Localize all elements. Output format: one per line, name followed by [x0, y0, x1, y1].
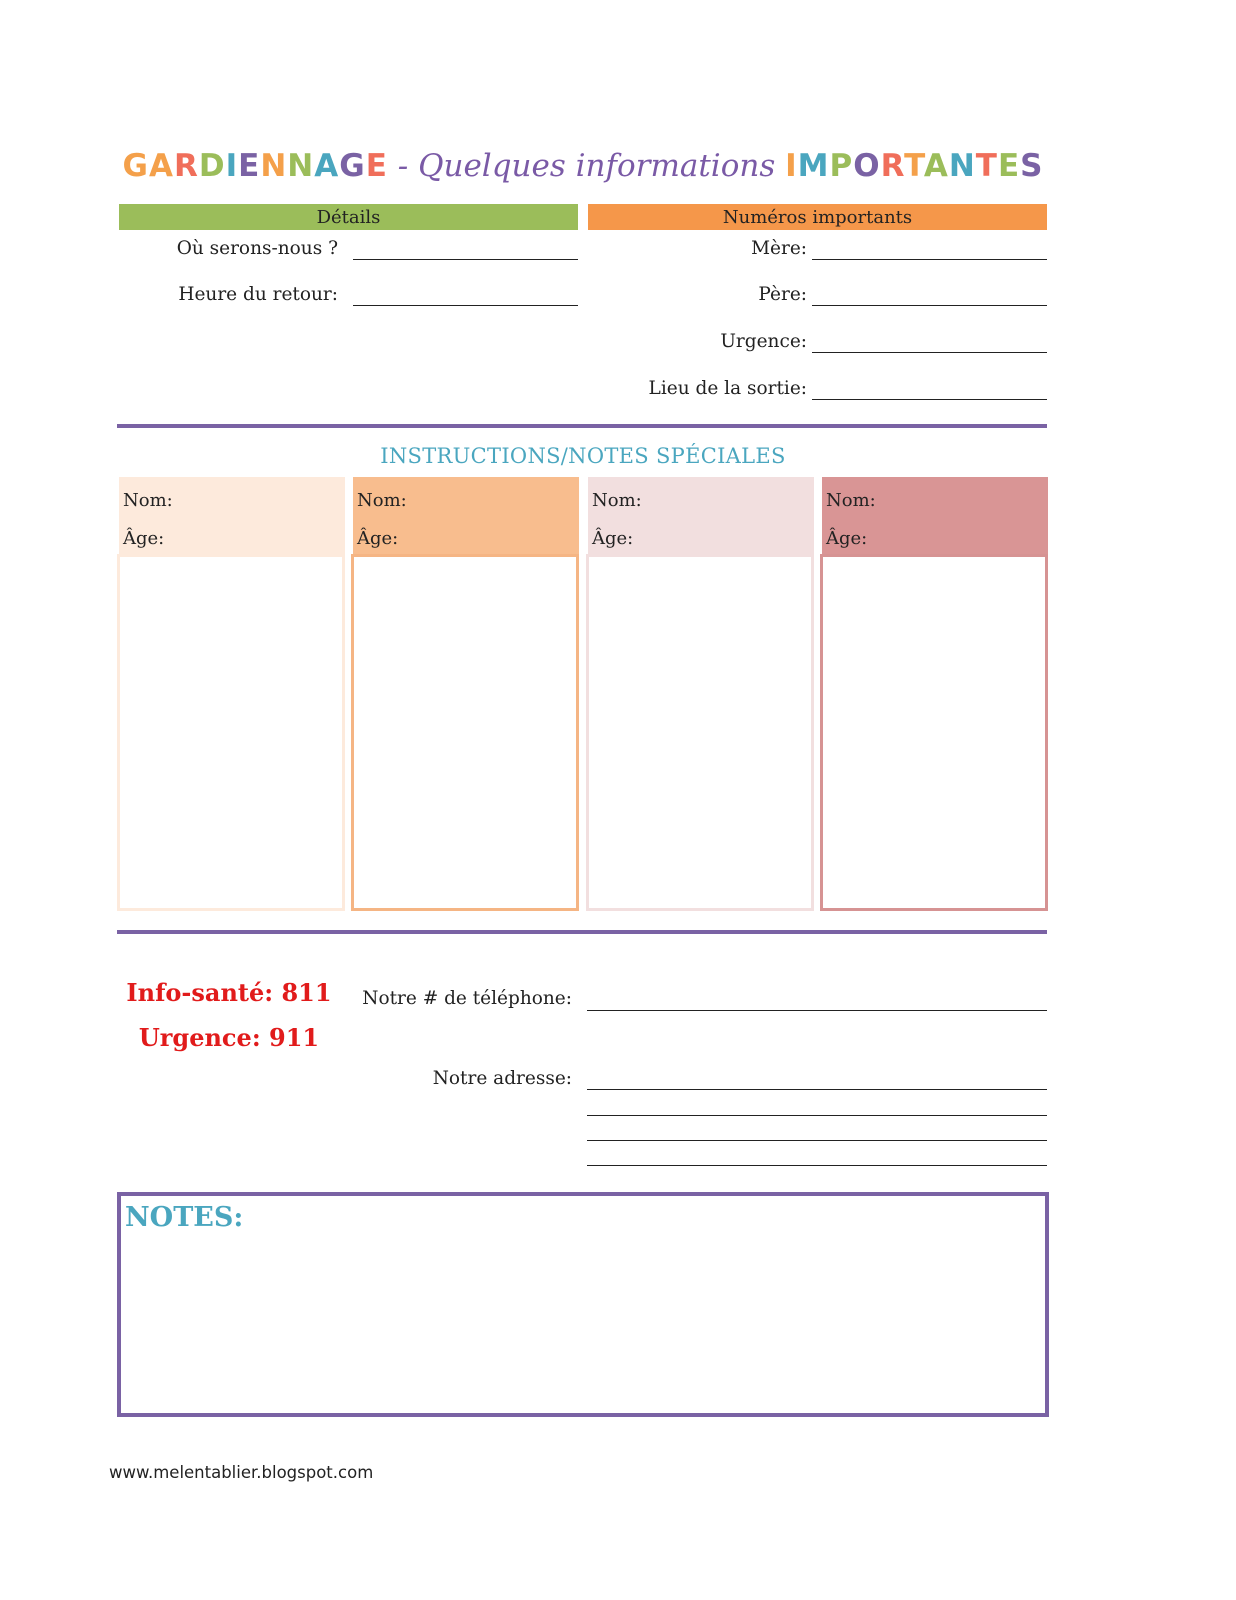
nom-label: Nom: [357, 490, 407, 511]
emergency-label: Urgence: [720, 331, 807, 352]
age-label: Âge: [826, 528, 868, 549]
title-letter: A [148, 148, 174, 184]
title-letter: E [238, 148, 261, 184]
title-letter: D [198, 148, 226, 184]
mother-label: Mère: [751, 238, 807, 259]
age-label: Âge: [357, 528, 399, 549]
address-label: Notre adresse: [432, 1068, 572, 1089]
address-line[interactable] [587, 1140, 1047, 1141]
child-card-header [588, 477, 814, 555]
numeros-header: Numéros importants [588, 204, 1047, 230]
notes-label: NOTES: [125, 1202, 244, 1233]
child-card-header [822, 477, 1048, 555]
return-time-field[interactable] [353, 305, 578, 306]
phone-field[interactable] [587, 1010, 1047, 1011]
title-letter: T [975, 148, 998, 184]
where-label: Où serons-nous ? [176, 238, 338, 259]
title-letter: A [923, 148, 949, 184]
nom-label: Nom: [592, 490, 642, 511]
title-letter: P [829, 148, 854, 184]
title-letter: E [365, 148, 388, 184]
title-letter: M [797, 148, 830, 184]
address-line[interactable] [587, 1115, 1047, 1116]
where-field[interactable] [353, 259, 578, 260]
title-script-text: Quelques informations [418, 148, 776, 184]
emergency-field[interactable] [812, 352, 1047, 353]
title-letter: S [1020, 148, 1044, 184]
child-card-header [353, 477, 579, 555]
footer-url: www.melentablier.blogspot.com [109, 1463, 374, 1482]
title-letter: I [225, 148, 239, 184]
details-header: Détails [119, 204, 578, 230]
title-letter: T [904, 148, 924, 184]
nom-label: Nom: [826, 490, 876, 511]
outing-place-label: Lieu de la sortie: [648, 378, 807, 399]
title-letter: G [122, 148, 149, 184]
title-letter: A [314, 148, 340, 184]
title-dash: - [387, 148, 419, 184]
child-notes-box[interactable] [351, 554, 579, 911]
title-letter: O [853, 148, 881, 184]
section-divider [117, 424, 1047, 428]
title-letter: E [997, 148, 1021, 184]
title-letter: N [287, 148, 315, 184]
title-gardiennage [123, 148, 388, 184]
child-notes-box[interactable] [117, 554, 345, 911]
title-importantes [785, 148, 1043, 184]
emergency-number: Urgence: 911 [138, 1023, 320, 1052]
age-label: Âge: [592, 528, 634, 549]
nom-label: Nom: [123, 490, 173, 511]
section-divider [117, 930, 1047, 934]
title-letter: I [785, 148, 798, 184]
outing-place-field[interactable] [812, 399, 1047, 400]
address-line[interactable] [587, 1165, 1047, 1166]
father-label: Père: [758, 284, 807, 305]
age-label: Âge: [123, 528, 165, 549]
title-letter: R [173, 148, 199, 184]
child-card-header [119, 477, 345, 555]
address-line[interactable] [587, 1089, 1047, 1090]
instructions-title: INSTRUCTIONS/NOTES SPÉCIALES [380, 444, 786, 468]
father-field[interactable] [812, 305, 1047, 306]
phone-label: Notre # de téléphone: [362, 988, 572, 1009]
info-sante-number: Info-santé: 811 [126, 978, 332, 1007]
title-letter: R [880, 148, 905, 184]
page-title [0, 148, 1166, 184]
title-letter: N [948, 148, 976, 184]
title-letter: G [339, 148, 366, 184]
title-letter: N [260, 148, 288, 184]
mother-field[interactable] [812, 259, 1047, 260]
return-time-label: Heure du retour: [178, 284, 338, 305]
child-notes-box[interactable] [820, 554, 1048, 911]
child-notes-box[interactable] [586, 554, 814, 911]
notes-box[interactable] [117, 1192, 1049, 1417]
